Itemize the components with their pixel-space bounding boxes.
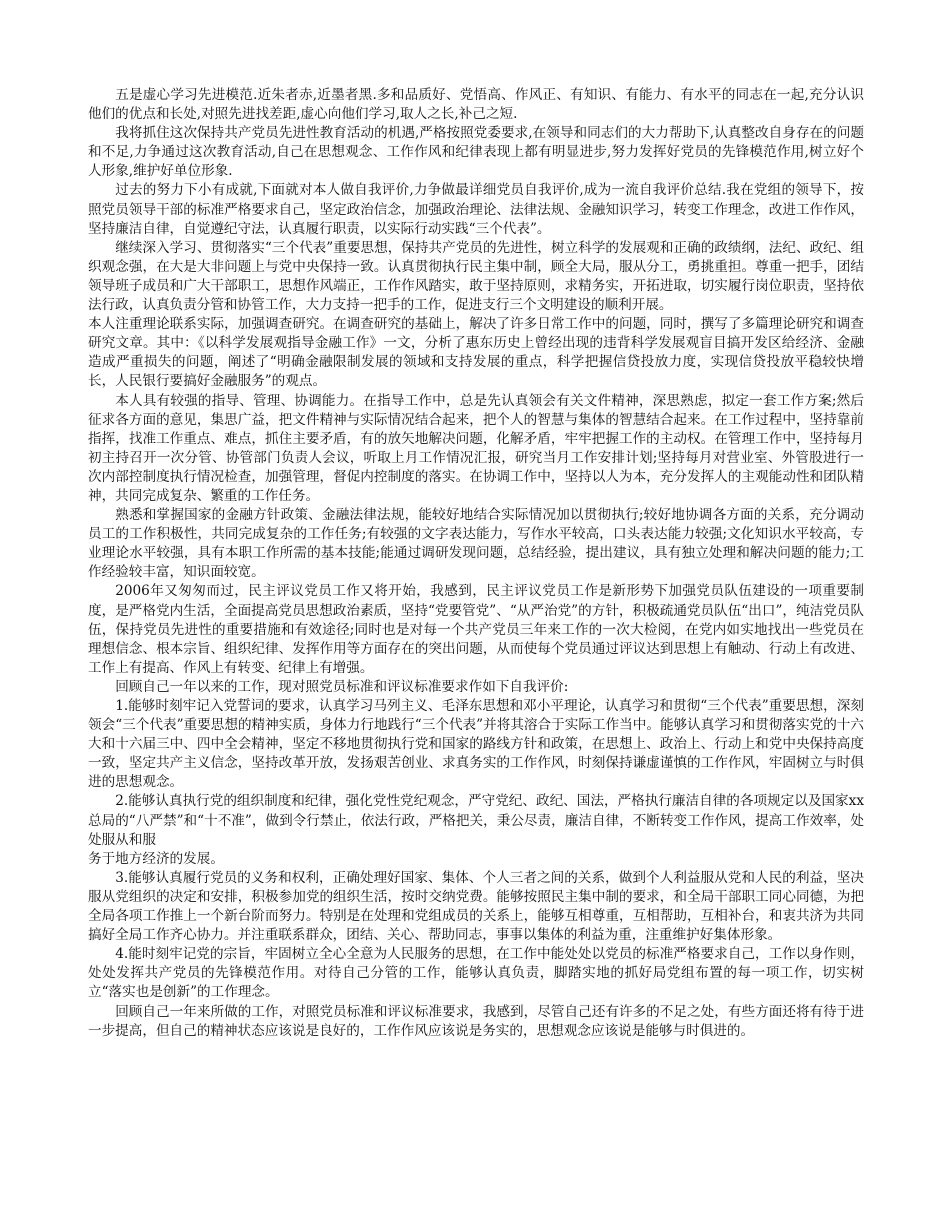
paragraph: 2006年又匆匆而过，民主评议党员工作又将开始，我感到，民主评议党员工作是新形势下加强党员队伍建设的一项重要制度，是严格党内生活，全面提高党员思想政治素质，坚持“党要管党”、“从严治党”的方针，积极疏通党员队伍“出口”，纯洁党员队伍，保持党员先进性的重要措施和有效途径;同时也是对每一个共产党员三年来工作的一次大检阅，在党内如实地找出一些党员在理想信念、根本宗旨、组织纪律、发挥作用等方面存在的突出问题，从而使每个党员通过评议达到思想上有触动、行动上有改进、工作上有提高、作风上有转变、纪律上有增强。: [88, 583, 864, 676]
paragraph: 过去的努力下小有成就,下面就对本人做自我评价,力争做最详细党员自我评价,成为一流自我评价总结.我在党组的领导下，按照党员领导干部的标准严格要求自己，坚定政治信念，加强政治理论、法律法规、金融知识学习，转变工作理念，改进工作作风，坚持廉洁自律，自觉遵纪守法，认真履行职责，以实际行动实践“三个代表”。: [88, 182, 864, 237]
paragraph: 本人具有较强的指导、管理、协调能力。在指导工作中，总是先认真领会有关文件精神，深思熟虑，拟定一套工作方案;然后征求各方面的意见，集思广益，把文件精神与实际情况结合起来，把个人的智慧与集体的智慧结合起来。在工作过程中，坚持靠前指挥，找准工作重点、难点，抓住主要矛盾，有的放矢地解决问题，化解矛盾，牢牢把握工作的主动权。在管理工作中，坚持每月初主持召开一次分管、协管部门负责人会议，听取上月工作情况汇报，研究当月工作安排计划;坚持每月对营业室、外管股进行一次内部控制度执行情况检查，加强管理，督促内控制度的落实。在协调工作中，坚持以人为本，充分发挥人的主观能动性和团队精神，共同完成复杂、繁重的工作任务。: [88, 392, 864, 504]
paragraph: 熟悉和掌握国家的金融方针政策、金融法律法规，能较好地结合实际情况加以贯彻执行;较好地协调各方面的关系，充分调动员工的工作积极性，共同完成复杂的工作任务;有较强的文字表达能力，写作水平较高，口头表达能力较强;文化知识水平较高，专业理论水平较强，具有本职工作所需的基本技能;能通过调研发现问题，总结经验，提出建议，具有独立处理和解决问题的能力;工作经验较丰富，知识面较宽。: [88, 507, 864, 581]
paragraph: 2.能够认真执行党的组织制度和纪律，强化党性党纪观念，严守党纪、政纪、国法，严格执行廉洁自律的各项规定以及国家xx总局的“八严禁”和“十不准”，做到令行禁止，依法行政，严格把关，秉公尽责，廉洁自律，不断转变工作作风，提高工作效率，处处服从和服: [88, 793, 864, 848]
paragraph: 继续深入学习、贯彻落实“三个代表”重要思想，保持共产党员的先进性，树立科学的发展观和正确的政绩纲，法纪、政纪、组织观念强，在大是大非问题上与党中央保持一致。认真贯彻执行民主集中制，顾全大局，服从分工，勇挑重担。尊重一把手，团结领导班子成员和广大干部职工，思想作风端正，工作作风踏实，敢于坚持原则，求精务实，开拓进取，切实履行岗位职责，坚持依法行政，认真负责分管和协管工作，大力支持一把手的工作，促进支行三个文明建设的顺利开展。: [88, 239, 864, 314]
paragraph: 我将抓住这次保持共产党员先进性教育活动的机遇,严格按照党委要求,在领导和同志们的大力帮助下,认真整改自身存在的问题和不足,力争通过这次教育活动,自己在思想观念、工作作风和纪律表现上都有明显进步,努力发挥好党员的先锋模范作用,树立好个人形象,维护好单位形象.: [88, 125, 864, 180]
paragraph: 3.能够认真履行党员的义务和权利，正确处理好国家、集体、个人三者之间的关系，做到个人利益服从党和人民的利益，坚决服从党组织的决定和安排，积极参加党的组织生活，按时交纳党费。能够按照民主集中制的要求，和全局干部职工同心同德，为把全局各项工作推上一个新台阶而努力。特别是在处理和党组成员的关系上，能够互相尊重，互相帮助，互相补台，和衷共济为共同搞好全局工作齐心协力。并注重联系群众，团结、关心、帮助同志，事事以集体的利益为重，注重维护好集体形象。: [88, 869, 864, 944]
paragraph: 回顾自己一年以来的工作，现对照党员标准和评议标准要求作如下自我评价:: [115, 678, 569, 695]
paragraph: 务于地方经济的发展。: [88, 850, 224, 867]
document-body: [88, 86, 864, 1041]
paragraph: 五是虚心学习先进模范.近朱者赤,近墨者黑.多和品质好、党悟高、作风正、有知识、有能力、有水平的同志在一起,充分认识他们的优点和长处,对照先进找差距,虚心向他们学习,取人之长,补己之短.: [88, 87, 864, 123]
paragraph: 回顾自己一年来所做的工作，对照党员标准和评议标准要求，我感到，尽管自己还有许多的不足之处，有些方面还将有待于进一步提高，但自己的精神状态应该说是良好的，工作作风应该说是务实的，思想观念应该说是能够与时俱进的。: [88, 1003, 864, 1039]
paragraph: 1.能够时刻牢记入党誓词的要求，认真学习马列主义、毛泽东思想和邓小平理论，认真学习和贯彻“三个代表”重要思想，深刻领会“三个代表”重要思想的精神实质，身体力行地践行“三个代表”并将其溶合于实际工作当中。能够认真学习和贯彻落实党的十六大和十六届三中、四中全会精神，坚定不移地贯彻执行党和国家的路线方针和政策，在思想上、政治上、行动上和党中央保持高度一致，坚定共产主义信念，坚持改革开放，发扬艰苦创业、求真务实的工作作风，时刻保持谦虚谨慎的工作作风，牢固树立与时俱进的思想观念。: [88, 698, 864, 791]
paragraph: 4.能时刻牢记党的宗旨，牢固树立全心全意为人民服务的思想，在工作中能处处以党员的标准严格要求自己，工作以身作则，处处发挥共产党员的先锋模范作用。对待自己分管的工作，能够认真负责，脚踏实地的抓好局党组布置的每一项工作，切实树立“落实也是创新”的工作理念。: [88, 946, 864, 1001]
paragraph: 本人注重理论联系实际，加强调查研究。在调查研究的基础上，解决了许多日常工作中的问题，同时，撰写了多篇理论研究和调查研究文章。其中：《以科学发展观指导金融工作》一文，分析了惠东历史上曾经出现的违背科学发展观盲目搞开发区给经济、金融造成严重损失的问题，阐述了“明确金融限制发展的领域和支持发展的重点，科学把握信贷投放力度，实现信贷投放平稳较快增长，人民银行要搞好金融服务”的观点。: [88, 316, 864, 390]
